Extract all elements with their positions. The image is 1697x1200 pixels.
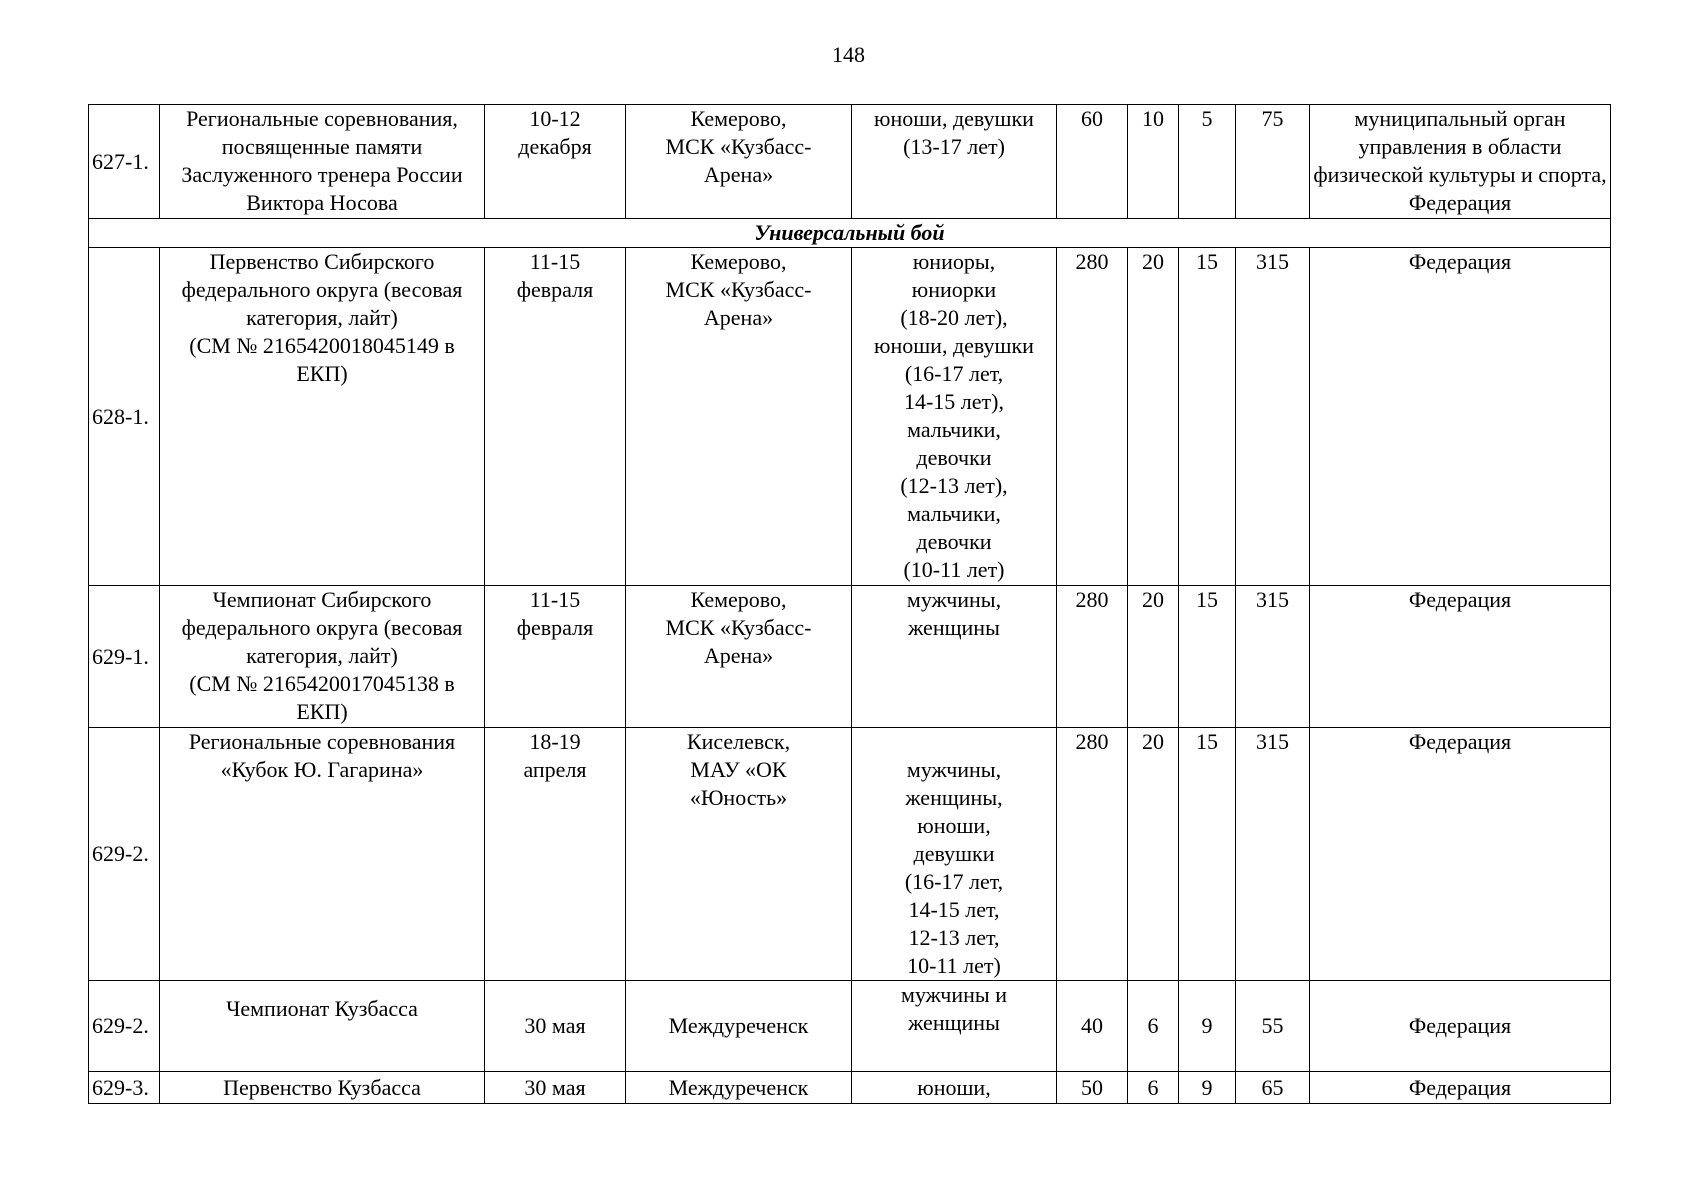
event-name: Первенство Кузбасса: [160, 1072, 485, 1104]
event-place: Междуреченск: [626, 1072, 852, 1104]
row-number: 629-2.: [89, 981, 160, 1072]
count-col-3: 15: [1179, 248, 1236, 586]
section-row: [89, 219, 1611, 248]
event-place: Кемерово, МСК «Кузбасс- Арена»: [626, 248, 852, 586]
count-col-1: 60: [1057, 105, 1128, 219]
count-col-2: 20: [1128, 248, 1179, 586]
event-name: Чемпионат Сибирского федерального округа (весовая категория, лайт) (СМ № 2165420017045138 в ЕКП): [160, 586, 485, 728]
count-col-3: 15: [1179, 728, 1236, 981]
event-organizer: Федерация: [1310, 248, 1611, 586]
event-organizer: Федерация: [1310, 586, 1611, 728]
count-col-3: 9: [1179, 981, 1236, 1072]
page-number: 148: [832, 42, 865, 67]
event-participants: мужчины и женщины: [852, 981, 1057, 1072]
event-participants: юноши, девушки (13-17 лет): [852, 105, 1057, 219]
count-col-2: 20: [1128, 728, 1179, 981]
event-participants: мужчины, женщины: [852, 586, 1057, 728]
count-total: 315: [1236, 586, 1310, 728]
count-col-1: 280: [1057, 248, 1128, 586]
count-total: 65: [1236, 1072, 1310, 1104]
event-dates: 18-19 апреля: [485, 728, 626, 981]
count-col-2: 6: [1128, 981, 1179, 1072]
event-organizer: Федерация: [1310, 728, 1611, 981]
count-col-1: 280: [1057, 586, 1128, 728]
table-row: [89, 105, 1611, 219]
table-row: [89, 586, 1611, 728]
event-name: Региональные соревнования «Кубок Ю. Гагарина»: [160, 728, 485, 981]
event-name: Чемпионат Кузбасса: [160, 981, 485, 1072]
section-title: Универсальный бой: [89, 219, 1611, 248]
row-number: 628-1.: [89, 248, 160, 586]
count-col-2: 6: [1128, 1072, 1179, 1104]
count-col-1: 40: [1057, 981, 1128, 1072]
table-row: [89, 728, 1611, 981]
table-row: [89, 248, 1611, 586]
event-dates: 10-12 декабря: [485, 105, 626, 219]
event-participants: юноши,: [852, 1072, 1057, 1104]
event-organizer: Федерация: [1310, 981, 1611, 1072]
row-number: 627-1.: [89, 105, 160, 219]
events-table: [88, 104, 1611, 1104]
event-place: Кемерово, МСК «Кузбасс- Арена»: [626, 586, 852, 728]
count-col-3: 9: [1179, 1072, 1236, 1104]
count-col-1: 280: [1057, 728, 1128, 981]
row-number: 629-1.: [89, 586, 160, 728]
event-place: Междуреченск: [626, 981, 852, 1072]
count-total: 75: [1236, 105, 1310, 219]
row-number: 629-3.: [89, 1072, 160, 1104]
count-col-2: 10: [1128, 105, 1179, 219]
event-place: Кемерово, МСК «Кузбасс- Арена»: [626, 105, 852, 219]
count-col-2: 20: [1128, 586, 1179, 728]
event-name: Региональные соревнования, посвященные памяти Заслуженного тренера России Виктора Носова: [160, 105, 485, 219]
count-col-3: 15: [1179, 586, 1236, 728]
event-dates: 11-15 февраля: [485, 586, 626, 728]
event-name: Первенство Сибирского федерального округа (весовая категория, лайт) (СМ № 2165420018045149 в ЕКП): [160, 248, 485, 586]
table-row: [89, 1072, 1611, 1104]
count-total: 315: [1236, 728, 1310, 981]
table-row: [89, 981, 1611, 1072]
event-dates: 11-15 февраля: [485, 248, 626, 586]
count-total: 55: [1236, 981, 1310, 1072]
event-participants: юниоры, юниорки (18-20 лет), юноши, девушки (16-17 лет, 14-15 лет), мальчики, девочки (12-13 лет), мальчики, девочки (10-11 лет): [852, 248, 1057, 586]
event-dates: 30 мая: [485, 1072, 626, 1104]
count-col-1: 50: [1057, 1072, 1128, 1104]
event-participants: мужчины, женщины, юноши, девушки (16-17 лет, 14-15 лет, 12-13 лет, 10-11 лет): [852, 728, 1057, 981]
event-place: Киселевск, МАУ «ОК «Юность»: [626, 728, 852, 981]
count-col-3: 5: [1179, 105, 1236, 219]
event-organizer: Федерация: [1310, 1072, 1611, 1104]
count-total: 315: [1236, 248, 1310, 586]
event-organizer: муниципальный орган управления в области физической культуры и спорта, Федерация: [1310, 105, 1611, 219]
row-number: 629-2.: [89, 728, 160, 981]
event-dates: 30 мая: [485, 981, 626, 1072]
